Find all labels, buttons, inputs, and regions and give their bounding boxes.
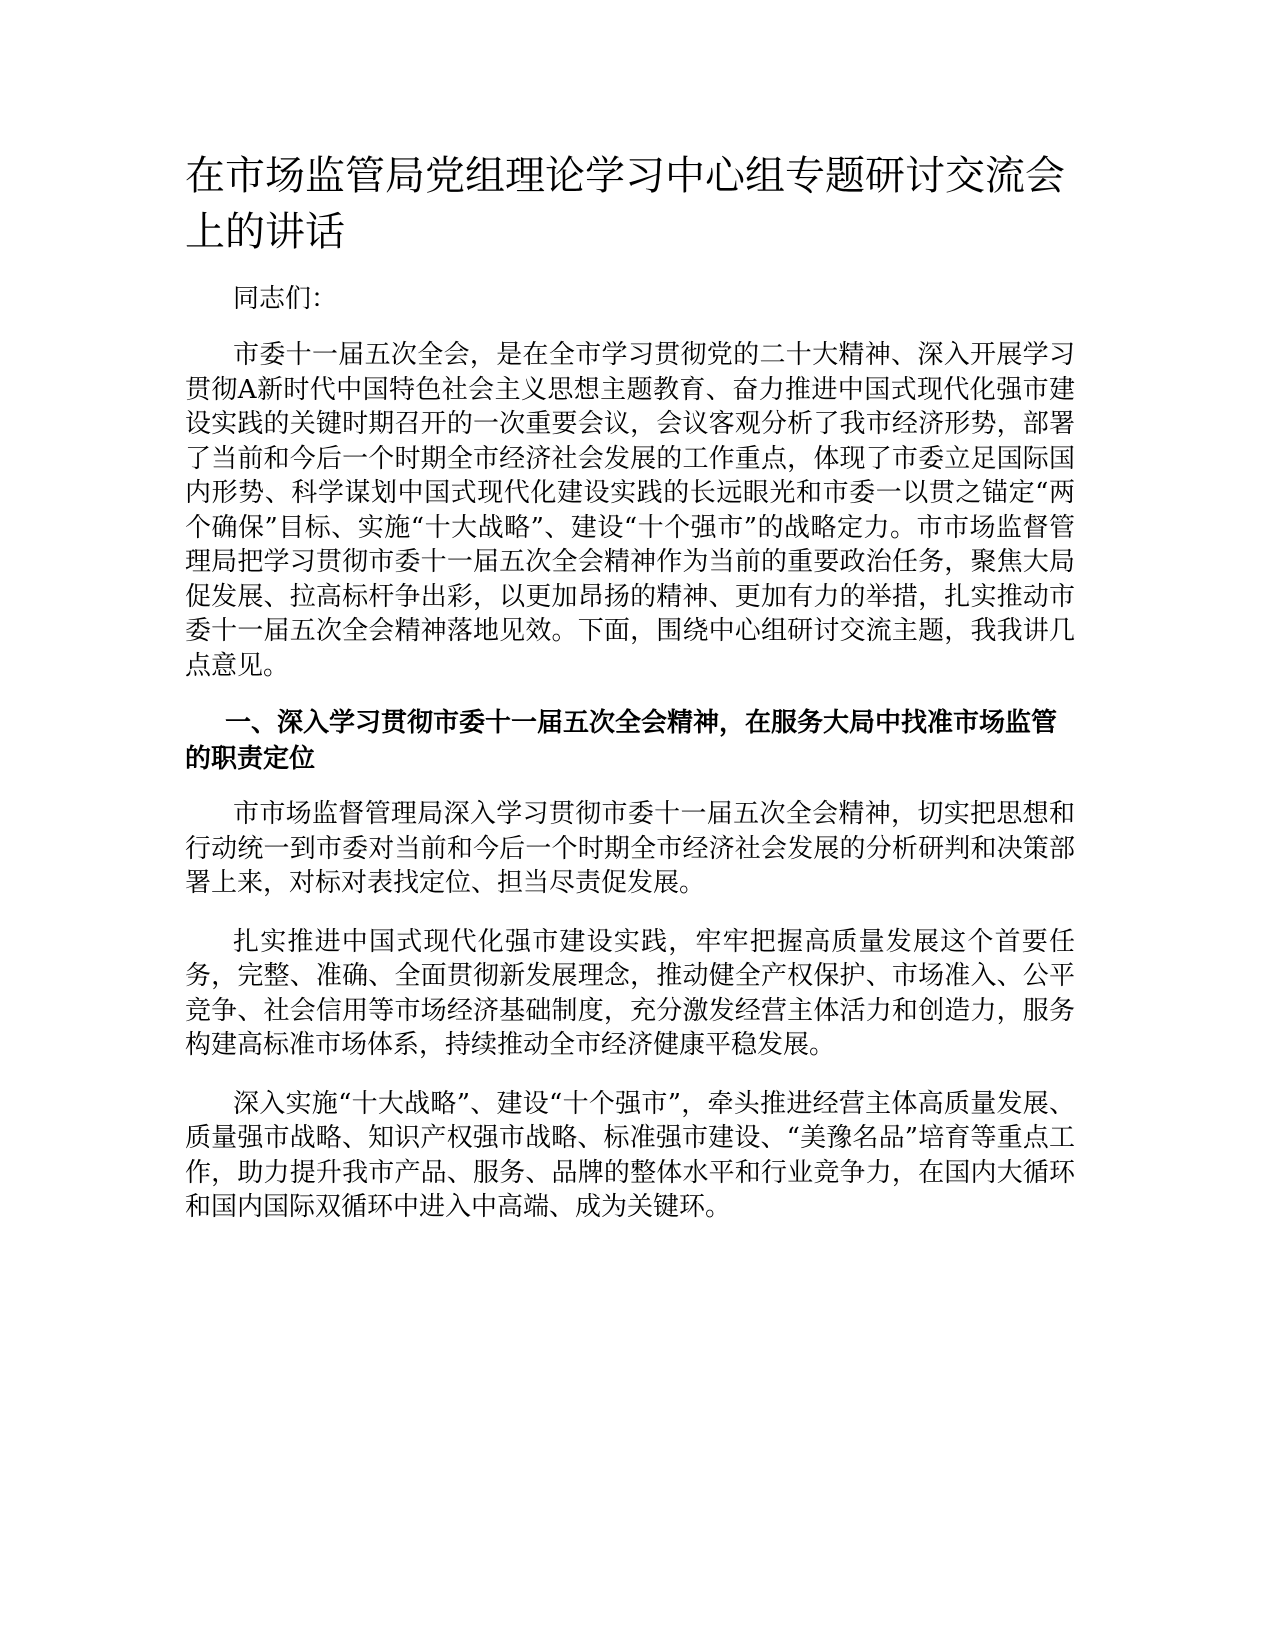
paragraph-intro: 市委十一届五次全会，是在全市学习贯彻党的二十大精神、深入开展学习贯彻A新时代中国特色社会主义思想主题教育、奋力推进中国式现代化强市建设实践的关键时期召开的一次重要会议，会议客观分析了我市经济形势，部署了当前和今后一个时期全市经济社会发展的工作重点，体现了市委立足国际国内形势、科学谋划中国式现代化建设实践的长远眼光和市委一以贯之锚定“两个确保”目标、实施“十大战略”、建设“十个强市”的战略定力。市市场监督管理局把学习贯彻市委十一届五次全会精神作为当前的重要政治任务，聚焦大局促发展、拉高标杆争出彩，以更加昂扬的精神、更加有力的举措，扎实推动市委十一届五次全会精神落地见效。下面，围绕中心组研讨交流主题，我我讲几点意见。 [185, 340, 1075, 681]
paragraph-section-1c: 深入实施“十大战略”、建设“十个强市”，牵头推进经营主体高质量发展、质量强市战略、知识产权强市战略、标准强市建设、“美豫名品”培育等重点工作，助力提升我市产品、服务、品牌的整体水平和行业竞争力，在国内大循环和国内国际双循环中进入中高端、成为关键环。 [185, 1088, 1075, 1222]
document-title: 在市场监管局党组理论学习中心组专题研讨交流会上的讲话 [185, 153, 1065, 255]
paragraph-section-1b: 扎实推进中国式现代化强市建设实践，牢牢把握高质量发展这个首要任务，完整、准确、全面贯彻新发展理念，推动健全产权保护、市场准入、公平竞争、社会信用等市场经济基础制度，充分激发经营主体活力和创造力，服务构建高标准市场体系，持续推动全市经济健康平稳发展。 [185, 926, 1075, 1060]
document-page [185, 148, 1075, 1225]
paragraph-section-1a: 市市场监督管理局深入学习贯彻市委十一届五次全会精神，切实把思想和行动统一到市委对当前和今后一个时期全市经济社会发展的分析研判和决策部署上来，对标对表找定位、担当尽责促发展。 [185, 799, 1075, 898]
salutation: 同志们： [233, 284, 338, 314]
section-heading-1: 一、深入学习贯彻市委十一届五次全会精神，在服务大局中找准市场监管的职责定位 [185, 708, 1058, 774]
